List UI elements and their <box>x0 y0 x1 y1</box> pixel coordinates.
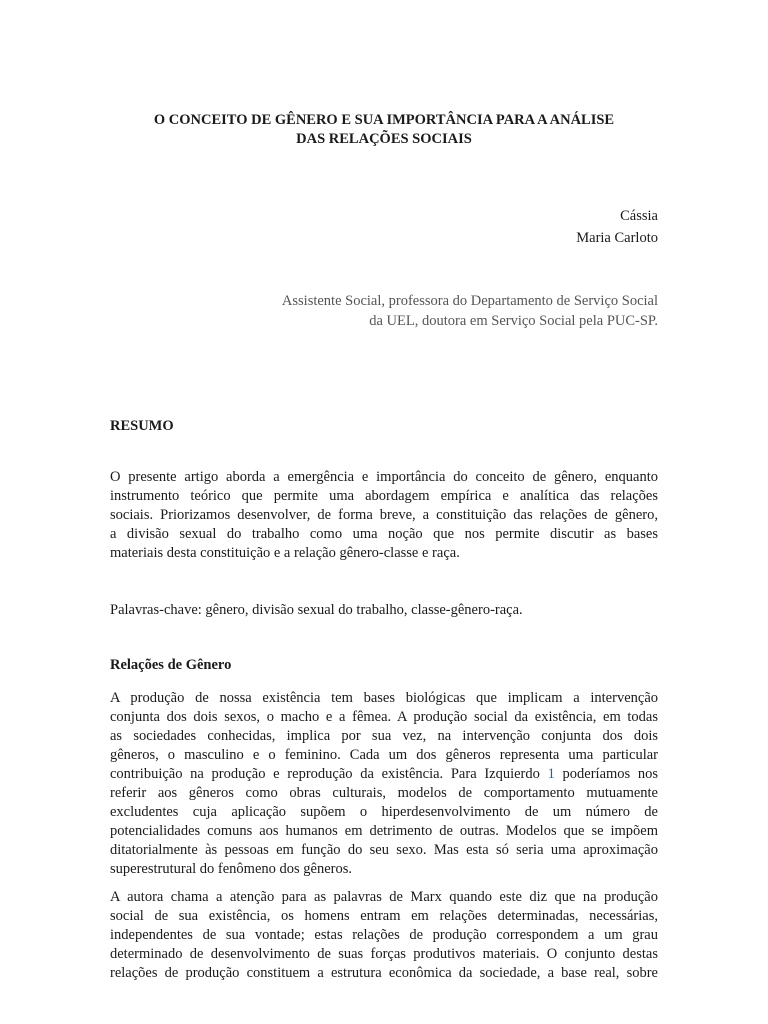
abstract-line: O presente artigo aborda a emergência e importância do conceito de gênero, enquanto <box>110 469 658 485</box>
paragraph-line: potencialidades comuns aos humanos em detrimento de outras. Modelos que se impõem <box>110 823 658 839</box>
body-paragraph-2 <box>110 888 658 983</box>
author-first-name: Cássia <box>620 208 658 224</box>
abstract-line: instrumento teórico que permite uma abordagem empírica e analítica das relações <box>110 488 658 504</box>
paragraph-line: social de sua existência, os homens entram em relações determinadas, necessárias, <box>110 908 658 924</box>
paragraph-text: poderíamos nos <box>562 766 659 782</box>
abstract-line: materiais desta constituição e a relação gênero-classe e raça. <box>110 545 460 561</box>
author-affiliation <box>282 291 658 331</box>
paragraph-line-with-footnote <box>110 765 658 784</box>
body-paragraph-1 <box>110 689 658 879</box>
section-heading: Relações de Gênero <box>110 657 232 673</box>
paragraph-line: independentes de sua vontade; estas relações de produção correspondem a um grau <box>110 927 658 943</box>
paragraph-line: determinado de desenvolvimento de suas forças produtivos materiais. O conjunto destas <box>110 946 658 962</box>
paragraph-line: as sociedades conhecidas, implica por sua vez, na intervenção conjunta dos dois <box>110 728 658 744</box>
paragraph-line: relações de produção constituem a estrutura econômica da sociedade, a base real, sobre <box>110 965 658 981</box>
document-title <box>0 111 768 149</box>
paragraph-line: A autora chama a atenção para as palavras de Marx quando este diz que na produção <box>110 889 658 905</box>
title-line-2: DAS RELAÇÕES SOCIAIS <box>296 131 472 147</box>
paragraph-line: A produção de nossa existência tem bases biológicas que implicam a intervenção <box>110 690 658 706</box>
affiliation-line-1: Assistente Social, professora do Departamento de Serviço Social <box>281 293 658 309</box>
abstract-line: a divisão sexual do trabalho como uma noção que nos permite discutir as bases <box>110 526 658 542</box>
abstract-line: sociais. Priorizamos desenvolver, de forma breve, a constituição das relações de gênero, <box>110 507 658 523</box>
footnote-link[interactable]: 1 <box>547 766 555 782</box>
keywords-text: Palavras-chave: gênero, divisão sexual do trabalho, classe-gênero-raça. <box>110 602 523 618</box>
author-last-name: Maria Carloto <box>576 230 658 246</box>
keywords-line <box>110 601 658 620</box>
paragraph-line: conjunta dos dois sexos, o macho e a fêmea. A produção social da existência, em todas <box>110 709 658 725</box>
paragraph-text: contribuição na produção e reprodução da existência. Para Izquierdo <box>110 766 540 782</box>
author-block <box>576 205 658 249</box>
paragraph-line: excludentes cuja aplicação supõem o hiperdesenvolvimento de um número de <box>110 804 658 820</box>
paragraph-line: referir aos gêneros como obras culturais, modelos de comportamento mutuamente <box>110 785 658 801</box>
abstract-heading: RESUMO <box>110 418 174 434</box>
abstract-paragraph <box>110 468 658 563</box>
paragraph-line: gêneros, o masculino e o feminino. Cada um dos gêneros representa uma particular <box>110 747 658 763</box>
paragraph-line: ditatorialmente às pessoas em função do seu sexo. Mas esta só seria uma aproximação <box>110 842 658 858</box>
affiliation-line-2: da UEL, doutora em Serviço Social pela PUC-SP. <box>369 313 658 329</box>
paragraph-line: superestrutural do fenômeno dos gêneros. <box>110 861 353 877</box>
title-line-1: O CONCEITO DE GÊNERO E SUA IMPORTÂNCIA PARA A ANÁLISE <box>153 112 615 128</box>
